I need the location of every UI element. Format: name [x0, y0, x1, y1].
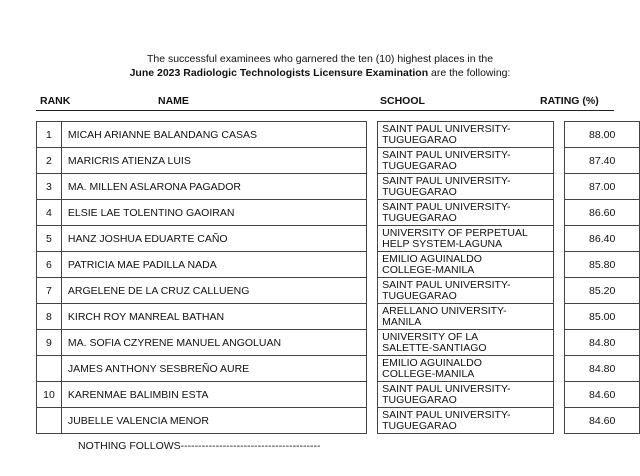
school-cell — [378, 148, 554, 174]
name-cell: MICAH ARIANNE BALANDANG CASAS — [61, 122, 366, 148]
school-line-2: TUGUEGARAO — [382, 159, 457, 172]
table-row — [37, 226, 640, 252]
school-line-1: SAINT PAUL UNIVERSITY- — [382, 122, 511, 135]
name-cell: MA. SOFIA CZYRENE MANUEL ANGOLUAN — [61, 330, 366, 356]
column-gap — [554, 148, 565, 174]
table-row — [37, 304, 640, 330]
rank-cell: 10 — [37, 382, 62, 408]
table-row — [37, 148, 640, 174]
school-cell — [378, 408, 554, 434]
rating-cell: 87.40 — [565, 148, 640, 174]
column-gap — [554, 122, 565, 148]
table-row — [37, 174, 640, 200]
column-gap — [554, 330, 565, 356]
school-line-1: UNIVERSITY OF PERPETUAL — [382, 226, 528, 239]
school-line-2: TUGUEGARAO — [382, 185, 457, 198]
school-cell — [378, 330, 554, 356]
school-cell — [378, 226, 554, 252]
name-cell: JUBELLE VALENCIA MENOR — [61, 408, 366, 434]
school-cell — [378, 252, 554, 278]
header-rating: RATING (%) — [540, 95, 599, 107]
school-cell — [378, 200, 554, 226]
name-cell: JAMES ANTHONY SESBREÑO AURE — [61, 356, 366, 382]
table-row — [37, 200, 640, 226]
column-gap — [554, 226, 565, 252]
header-rank: RANK — [40, 95, 71, 107]
school-line-2: TUGUEGARAO — [382, 393, 457, 406]
rank-cell — [37, 408, 62, 434]
rank-cell: 9 — [37, 330, 62, 356]
name-cell: MARICRIS ATIENZA LUIS — [61, 148, 366, 174]
column-gap — [554, 252, 565, 278]
school-line-2: TUGUEGARAO — [382, 289, 457, 302]
school-line-1: UNIVERSITY OF LA — [382, 330, 479, 343]
results-table — [36, 121, 640, 434]
rating-cell: 86.60 — [565, 200, 640, 226]
rating-cell: 85.20 — [565, 278, 640, 304]
column-gap — [367, 330, 378, 356]
rank-cell — [37, 356, 62, 382]
column-gap — [367, 356, 378, 382]
school-line-2: HELP SYSTEM-LAGUNA — [382, 237, 503, 250]
rank-cell: 7 — [37, 278, 62, 304]
rating-cell: 85.00 — [565, 304, 640, 330]
column-gap — [367, 252, 378, 278]
table-row — [37, 278, 640, 304]
rating-cell: 84.60 — [565, 408, 640, 434]
rank-cell: 4 — [37, 200, 62, 226]
school-line-1: EMILIO AGUINALDO — [382, 252, 482, 265]
intro-line-1: The successful examinees who garnered the ten (10) highest places in the — [146, 53, 494, 65]
school-line-2: TUGUEGARAO — [382, 419, 457, 432]
school-line-1: SAINT PAUL UNIVERSITY- — [382, 278, 511, 291]
column-gap — [554, 174, 565, 200]
column-gap — [367, 278, 378, 304]
intro-line-2 — [0, 66, 640, 80]
table-row — [37, 408, 640, 434]
column-gap — [367, 122, 378, 148]
name-cell: MA. MILLEN ASLARONA PAGADOR — [61, 174, 366, 200]
school-cell — [378, 356, 554, 382]
table-row — [37, 382, 640, 408]
school-line-1: EMILIO AGUINALDO — [382, 356, 482, 369]
rating-cell: 84.60 — [565, 382, 640, 408]
school-line-1: SAINT PAUL UNIVERSITY- — [382, 408, 511, 421]
name-cell: PATRICIA MAE PADILLA NADA — [61, 252, 366, 278]
rank-cell: 5 — [37, 226, 62, 252]
school-line-1: SAINT PAUL UNIVERSITY- — [382, 382, 511, 395]
rank-cell: 8 — [37, 304, 62, 330]
intro-line-2-rest: are the following: — [428, 67, 511, 79]
rating-cell: 87.00 — [565, 174, 640, 200]
name-cell: KIRCH ROY MANREAL BATHAN — [61, 304, 366, 330]
header-name: NAME — [158, 95, 189, 107]
table-row — [37, 330, 640, 356]
table-row — [37, 122, 640, 148]
school-cell — [378, 278, 554, 304]
school-line-2: COLLEGE-MANILA — [382, 367, 475, 380]
school-line-1: SAINT PAUL UNIVERSITY- — [382, 174, 511, 187]
rating-cell: 85.80 — [565, 252, 640, 278]
rating-cell: 84.80 — [565, 330, 640, 356]
header-divider — [36, 110, 614, 111]
column-gap — [554, 304, 565, 330]
school-line-2: COLLEGE-MANILA — [382, 263, 475, 276]
header-school: SCHOOL — [380, 95, 425, 107]
column-gap — [367, 304, 378, 330]
school-cell — [378, 382, 554, 408]
school-line-1: ARELLANO UNIVERSITY- — [382, 304, 507, 317]
rating-cell: 88.00 — [565, 122, 640, 148]
school-line-1: SAINT PAUL UNIVERSITY- — [382, 148, 511, 161]
column-gap — [554, 200, 565, 226]
nothing-follows: NOTHING FOLLOWS---------------------------------------- — [78, 440, 321, 452]
column-gap — [554, 356, 565, 382]
column-gap — [554, 408, 565, 434]
school-line-2: TUGUEGARAO — [382, 211, 457, 224]
column-gap — [367, 382, 378, 408]
rating-cell: 84.80 — [565, 356, 640, 382]
rank-cell: 6 — [37, 252, 62, 278]
school-line-2: MANILA — [382, 315, 422, 328]
column-gap — [554, 382, 565, 408]
name-cell: ARGELENE DE LA CRUZ CALLUENG — [61, 278, 366, 304]
name-cell: KARENMAE BALIMBIN ESTA — [61, 382, 366, 408]
rating-cell: 86.40 — [565, 226, 640, 252]
rank-cell: 2 — [37, 148, 62, 174]
column-gap — [367, 174, 378, 200]
column-gap — [367, 226, 378, 252]
name-cell: HANZ JOSHUA EDUARTE CAÑO — [61, 226, 366, 252]
table-row — [37, 252, 640, 278]
school-cell — [378, 122, 554, 148]
column-gap — [367, 408, 378, 434]
school-cell — [378, 304, 554, 330]
rank-cell: 3 — [37, 174, 62, 200]
column-gap — [367, 200, 378, 226]
table-row — [37, 356, 640, 382]
column-gap — [367, 148, 378, 174]
school-line-2: TUGUEGARAO — [382, 133, 457, 146]
rank-cell: 1 — [37, 122, 62, 148]
exam-title: June 2023 Radiologic Technologists Licensure Examination — [129, 67, 429, 79]
school-line-2: SALETTE-SANTIAGO — [382, 341, 487, 354]
intro-text — [0, 52, 640, 80]
column-gap — [554, 278, 565, 304]
school-line-1: SAINT PAUL UNIVERSITY- — [382, 200, 511, 213]
name-cell: ELSIE LAE TOLENTINO GAOIRAN — [61, 200, 366, 226]
school-cell — [378, 174, 554, 200]
